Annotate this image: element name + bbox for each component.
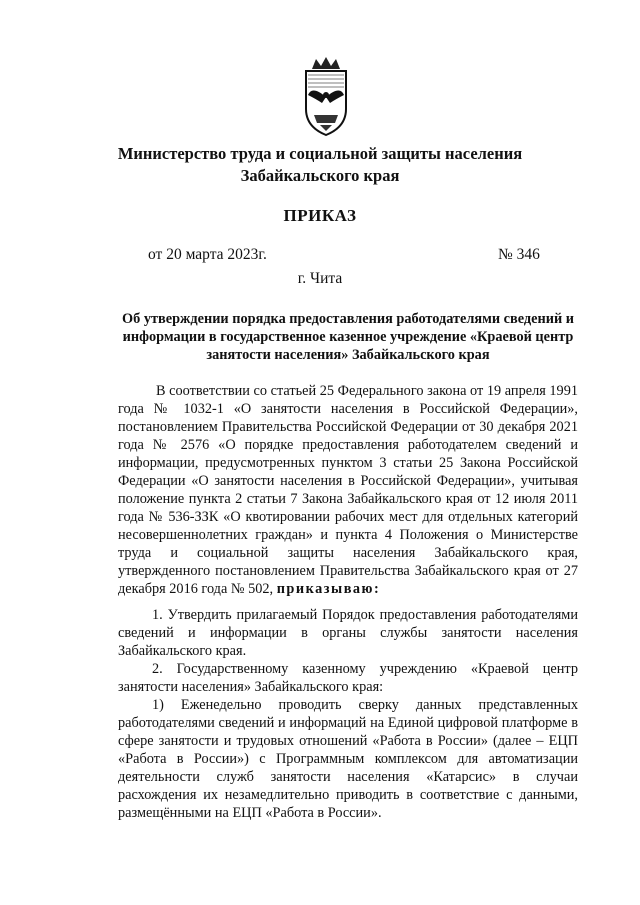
item-2-paragraph: 2. Государственному казенному учреждению «Краевой центр занятости населения» Забайкальского края: bbox=[118, 661, 578, 695]
item-2-1-paragraph: 1) Еженедельно проводить сверку данных представленных работодателями сведений и информаций на Единой цифровой платформе в сфере занятости и трудовых отношений «Работа в России» (далее – ЕЦП «Работа в России») с Программным комплексом для автоматизации деятельности служб занятости населения «Катарсис» в случаи расхождения их незамедлительно приводить в соответствие с данными, размещёнными на ЕЦП «Работа в России». bbox=[118, 697, 578, 821]
organization-name: Министерство труда и социальной защиты населения bbox=[117, 144, 523, 163]
preamble-text: В соответствии со статьей 25 Федерального закона от 19 апреля 1991 года № 1032-1 «О занятости населения в Российской Федерации», постановлением Правительства Российской Федерации от 30 декабря 2021 года № 2576 «О порядке предоставления работодателем сведений и информации, предусмотренных пунктом 3 статьи 25 Закона Российской Федерации «О занятости населения в Российской Федерации», учитывая положение пункта 2 статьи 7 Закона Забайкальского края от 12 июля 2011 года № 536-ЗЗК «О квотировании рабочих мест для отдельных категорий несовершеннолетних граждан» и пункта 4 Положения о Министерстве труда и социальной защиты населения Забайкальского края, утвержденного постановлением Правительства Забайкальского края от 27 декабря 2016 года № 502, bbox=[118, 383, 578, 597]
order-subject: Об утверждении порядка предоставления работодателями сведений и информации в государственное казенное учреждение «Краевой центр занятости населения» Забайкальского края bbox=[121, 311, 574, 363]
organization-region: Забайкальского края bbox=[240, 166, 400, 185]
coat-of-arms-icon bbox=[300, 55, 352, 139]
order-number: № 346 bbox=[498, 246, 540, 263]
item-1-paragraph: 1. Утвердить прилагаемый Порядок предоставления работодателями сведений и информации в органы службы занятости населения Забайкальского края. bbox=[118, 607, 578, 659]
order-date: от 20 марта 2023г. bbox=[148, 246, 267, 263]
order-word: приказываю: bbox=[276, 581, 381, 597]
document-type: ПРИКАЗ bbox=[283, 206, 357, 225]
preamble-paragraph bbox=[118, 382, 578, 598]
order-city: г. Чита bbox=[297, 270, 343, 287]
